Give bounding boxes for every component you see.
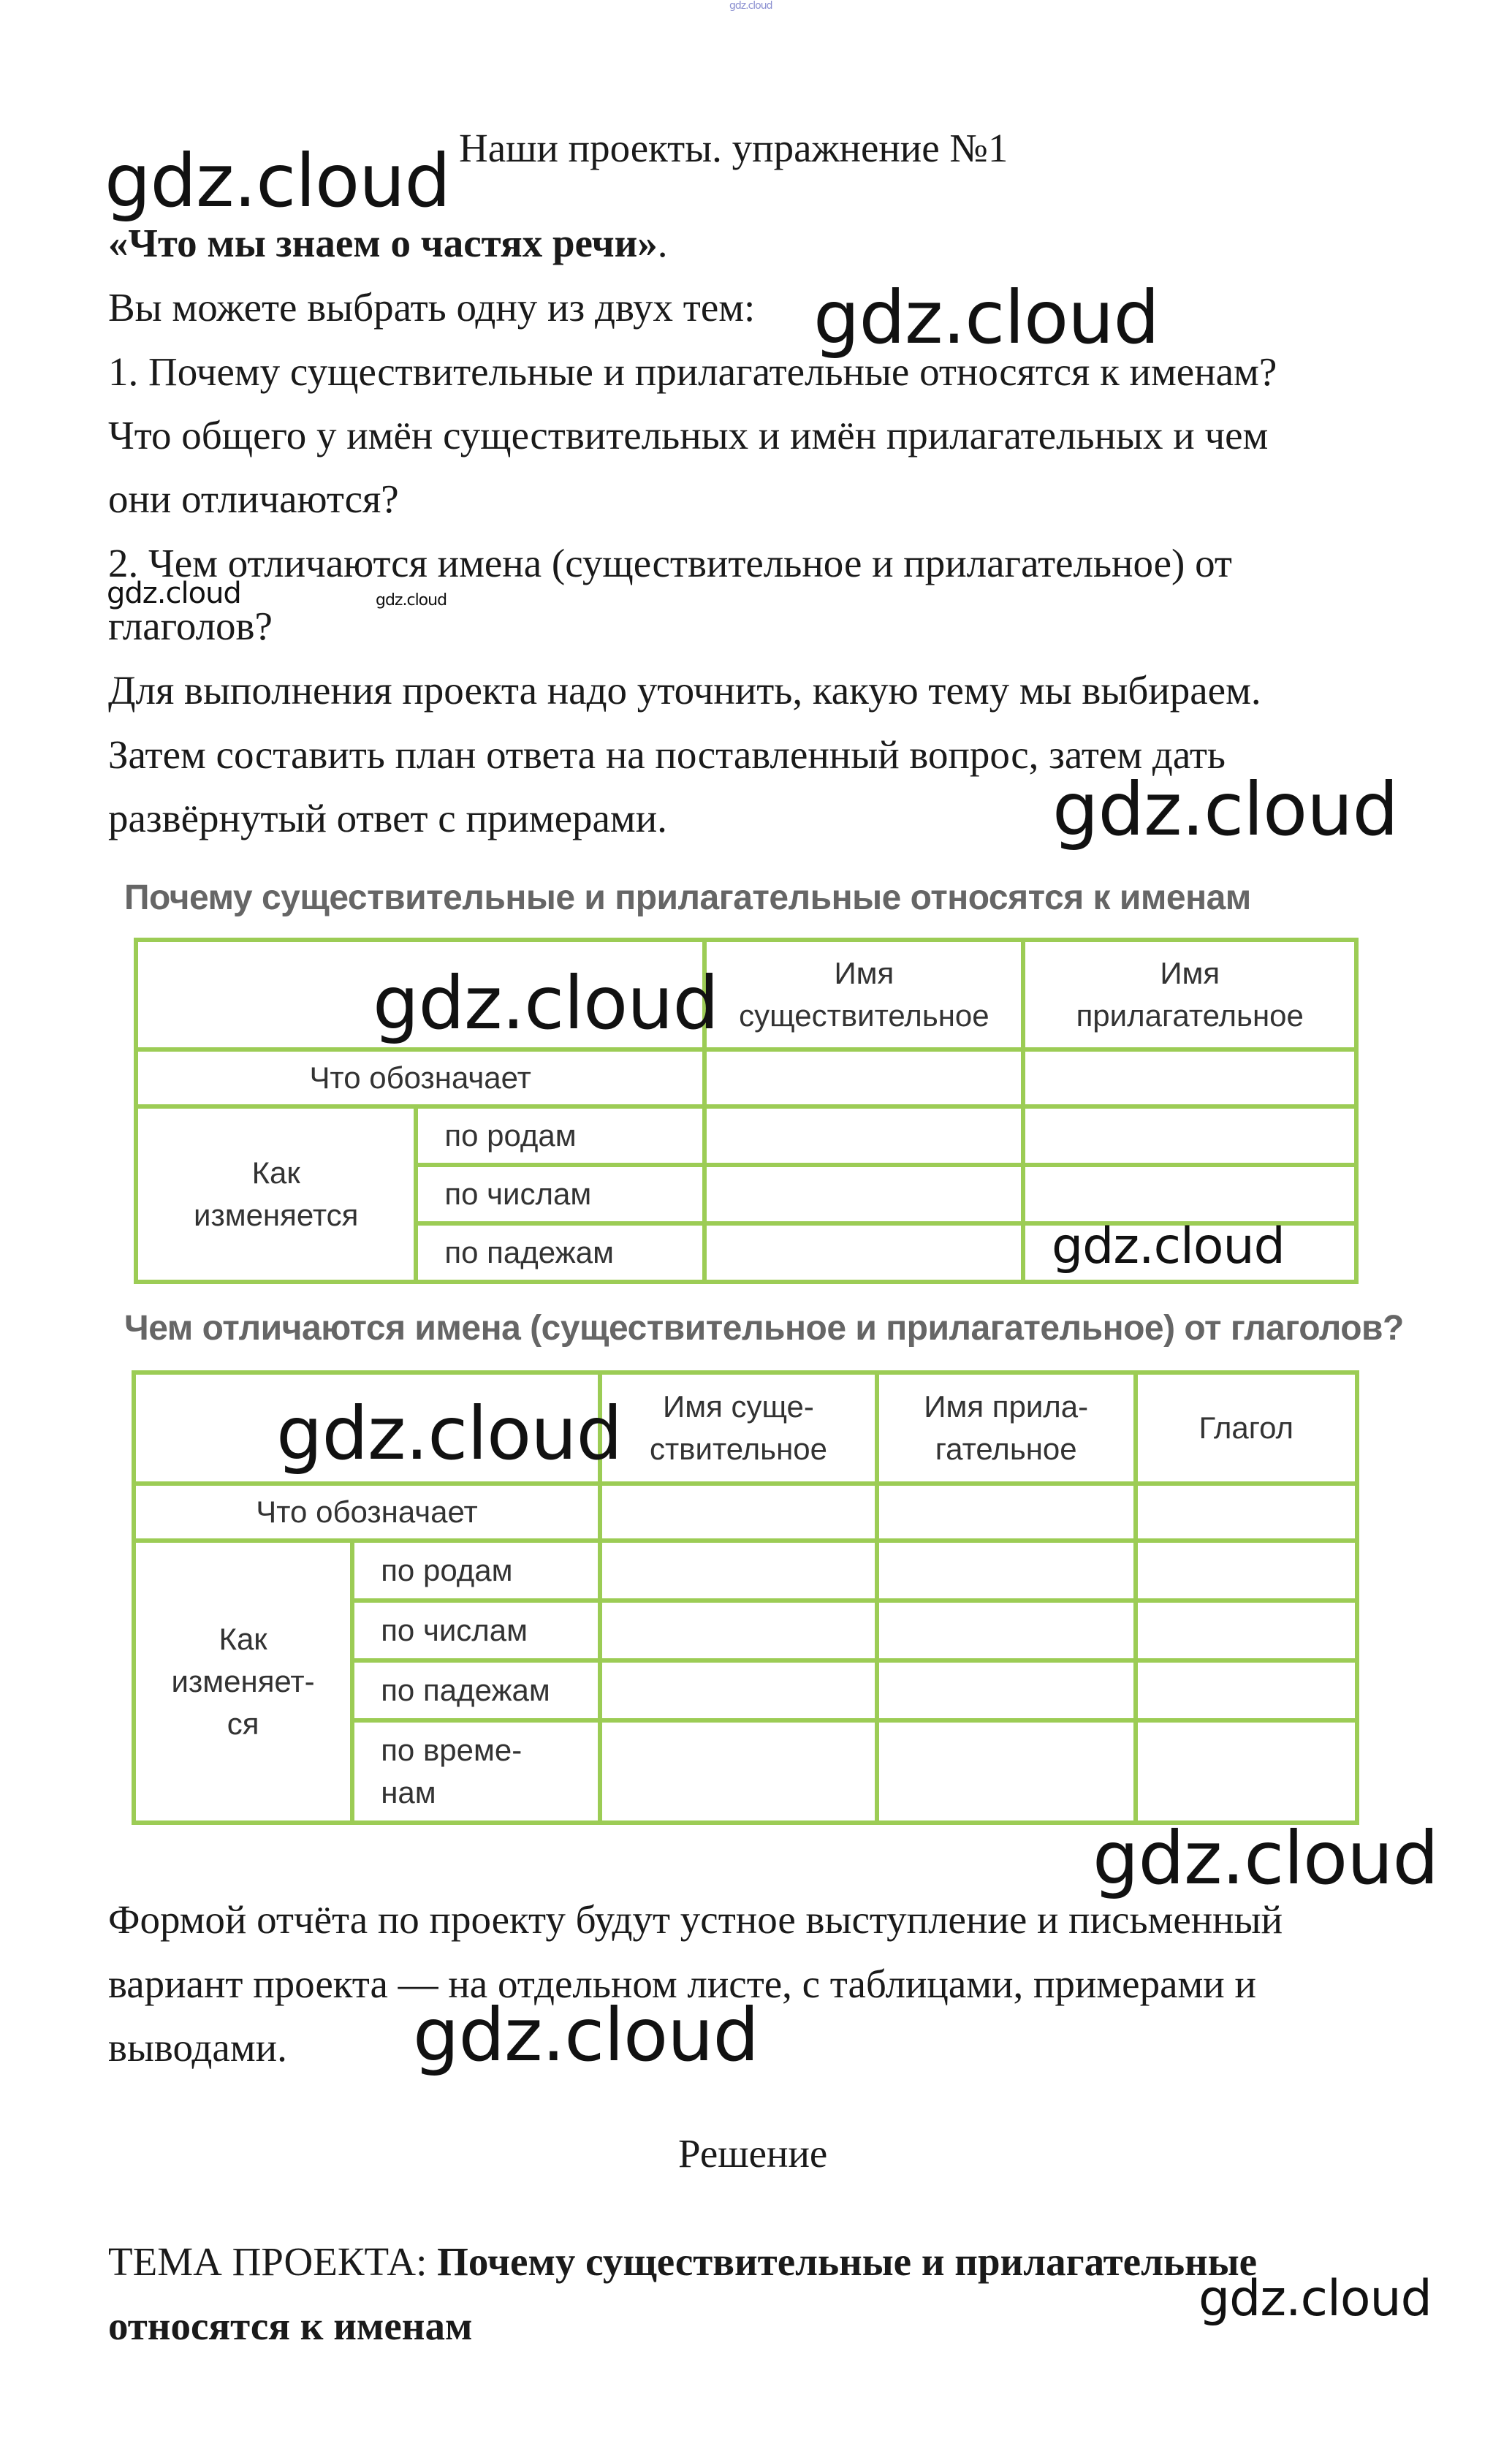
table2-sub-case: по падежам — [352, 1660, 600, 1720]
q1-line3: они отличаются? — [108, 476, 399, 521]
table1-cell — [1023, 1165, 1356, 1223]
table2-cell — [877, 1541, 1136, 1601]
table1-header-adj: Имя прилагательное — [1023, 940, 1356, 1049]
q2-line2: глаголов? — [108, 604, 273, 648]
q1-line1: 1. Почему существительные и прилагательные относятся к именам? — [108, 349, 1277, 394]
table2-cell — [1136, 1484, 1358, 1541]
solution-heading: Решение — [678, 2131, 828, 2176]
page-subtitle — [108, 218, 668, 269]
plan-line3: развёрнутый ответ с примерами. — [108, 796, 667, 840]
table2-cell — [1136, 1720, 1358, 1823]
table2-cell — [600, 1541, 877, 1601]
plan-line1: Для выполнения проекта надо уточнить, какую тему мы выбираем. — [108, 668, 1261, 713]
table1-sub-number: по числам — [416, 1165, 704, 1223]
watermark: gdz.cloud — [413, 1992, 759, 2078]
table2-row-change: Как изменяет- ся — [134, 1541, 352, 1823]
subtitle-end: . — [657, 221, 668, 265]
topic-bold-2: относятся к именам — [108, 2304, 473, 2348]
topic-label: ТЕМА ПРОЕКТА: — [108, 2239, 438, 2284]
report-line2: вариант проекта — на отдельном листе, с таблицами, примерами и — [108, 1962, 1256, 2006]
watermark: gdz.cloud — [813, 275, 1160, 360]
page-title: Наши проекты. упражнение №1 — [459, 126, 1008, 170]
watermark: gdz.cloud — [107, 577, 241, 610]
table1-cell — [704, 1049, 1023, 1106]
table1-row-meaning: Что обозначает — [136, 1049, 704, 1106]
table2-header-noun: Имя суще- ствительное — [600, 1372, 877, 1484]
table1-cell — [1023, 1049, 1356, 1106]
q1-line2: Что общего у имён существительных и имён прилагательных и чем — [108, 413, 1269, 457]
table1-sub-gender: по родам — [416, 1106, 704, 1165]
table2-cell — [600, 1660, 877, 1720]
table2-sub-number: по числам — [352, 1601, 600, 1660]
table2-cell — [877, 1601, 1136, 1660]
report-line1: Формой отчёта по проекту будут устное выступление и письменный — [108, 1897, 1283, 1942]
table1-sub-case: по падежам — [416, 1223, 704, 1282]
watermark: gdz.cloud — [373, 960, 719, 1046]
q2-line1: 2. Чем отличаются имена (существительное и прилагательное) от — [108, 541, 1232, 585]
table1-caption: Почему существительные и прилагательные относятся к именам — [124, 878, 1251, 917]
table1-header-noun: Имя существительное — [704, 940, 1023, 1049]
table2-cell — [1136, 1541, 1358, 1601]
table2-cell — [877, 1660, 1136, 1720]
table1-cell — [704, 1165, 1023, 1223]
table2-cell — [600, 1720, 877, 1823]
watermark: gdz.cloud — [1198, 2270, 1432, 2328]
table2-caption: Чем отличаются имена (существительное и прилагательное) от глаголов? — [124, 1309, 1404, 1348]
plan-line2: Затем составить план ответа на поставленный вопрос, затем дать — [108, 732, 1226, 777]
table2-cell — [877, 1720, 1136, 1823]
table2-header-adj: Имя прила- гательное — [877, 1372, 1136, 1484]
intro-choose: Вы можете выбрать одну из двух тем: — [108, 285, 756, 330]
table2-sub-gender: по родам — [352, 1541, 600, 1601]
watermark: gdz.cloud — [276, 1391, 623, 1476]
watermark: gdz.cloud — [1052, 1218, 1285, 1275]
table1-cell — [704, 1223, 1023, 1282]
topic-bold-1: Почему существительные и прилагательные — [437, 2239, 1258, 2284]
table1-cell — [704, 1106, 1023, 1165]
watermark: gdz.cloud — [376, 591, 447, 610]
table2-cell — [600, 1484, 877, 1541]
watermark: gdz.cloud — [105, 138, 451, 224]
table2-cell — [1136, 1601, 1358, 1660]
subtitle-bold: «Что мы знаем о частях речи» — [108, 221, 658, 265]
topic-line2 — [108, 2301, 472, 2352]
topic-line1 — [108, 2236, 1257, 2287]
report-line3: выводами. — [108, 2025, 287, 2070]
table1-row-change: Как изменяется — [136, 1106, 416, 1282]
table2-cell — [1136, 1660, 1358, 1720]
table2-cell — [877, 1484, 1136, 1541]
table2-header-verb: Глагол — [1136, 1372, 1358, 1484]
top-watermark: gdz.cloud — [729, 0, 772, 12]
table2-cell — [600, 1601, 877, 1660]
table1-cell — [1023, 1106, 1356, 1165]
table2-sub-tense: по време- нам — [352, 1720, 600, 1823]
watermark: gdz.cloud — [1052, 767, 1399, 852]
watermark: gdz.cloud — [1093, 1815, 1439, 1901]
table2-row-meaning: Что обозначает — [134, 1484, 600, 1541]
